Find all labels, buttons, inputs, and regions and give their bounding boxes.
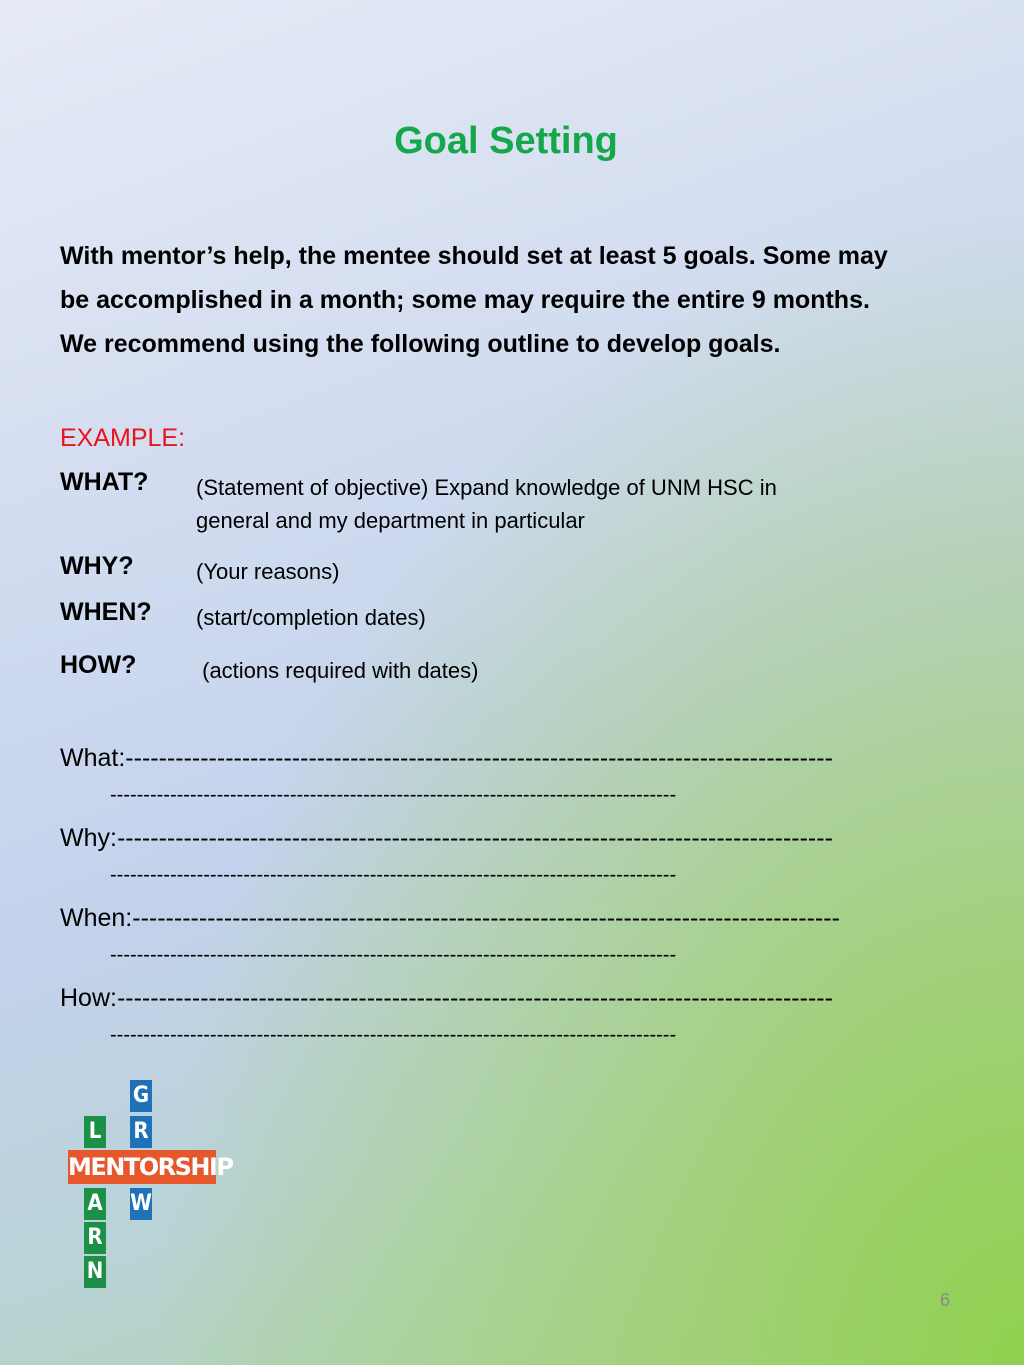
why-key: WHY? [60,552,134,580]
logo-letter: G [130,1080,152,1112]
when-continuation-line: ------------------------------------------------------------------------------------- [110,944,677,966]
mentorship-logo [66,1080,233,1296]
what-value-line: general and my department in particular [196,508,585,533]
why-fill-line: Why:-------------------------------------------------------------------------------------- [60,824,833,852]
slide-title: Goal Setting [394,120,618,162]
intro-paragraph [60,234,980,366]
how-key: HOW? [60,651,137,679]
logo-mentorship-bar: MENTORSHIP [68,1150,216,1184]
intro-line: be accomplished in a month; some may require the entire 9 months. [60,286,870,314]
how-continuation-line: ------------------------------------------------------------------------------------- [110,1024,677,1046]
what-fill-line: What:------------------------------------------------------------------------------------- [60,744,833,772]
when-fill-line: When:------------------------------------------------------------------------------------- [60,904,840,932]
logo-letter: R [130,1116,152,1148]
why-continuation-line: ------------------------------------------------------------------------------------- [110,864,677,886]
when-value: (start/completion dates) [196,605,426,630]
example-label: EXAMPLE: [60,424,186,452]
what-key: WHAT? [60,468,149,496]
intro-line: We recommend using the following outline to develop goals. [60,330,781,358]
what-value-line: (Statement of objective) Expand knowledge of UNM HSC in [196,475,777,500]
intro-line: With mentor’s help, the mentee should set at least 5 goals. Some may [60,242,888,270]
how-value: (actions required with dates) [196,658,479,683]
how-fill-line: How:-------------------------------------------------------------------------------------- [60,984,833,1012]
logo-letter: L [84,1116,106,1148]
what-value [196,471,916,537]
logo-letter: N [84,1256,106,1288]
page-number: 6 [940,1290,951,1310]
what-continuation-line: ------------------------------------------------------------------------------------- [110,784,677,806]
logo-letter: A [84,1188,106,1220]
when-key: WHEN? [60,598,152,626]
logo-letter: R [84,1222,106,1254]
logo-letter: W [130,1188,152,1220]
why-value: (Your reasons) [196,559,340,584]
